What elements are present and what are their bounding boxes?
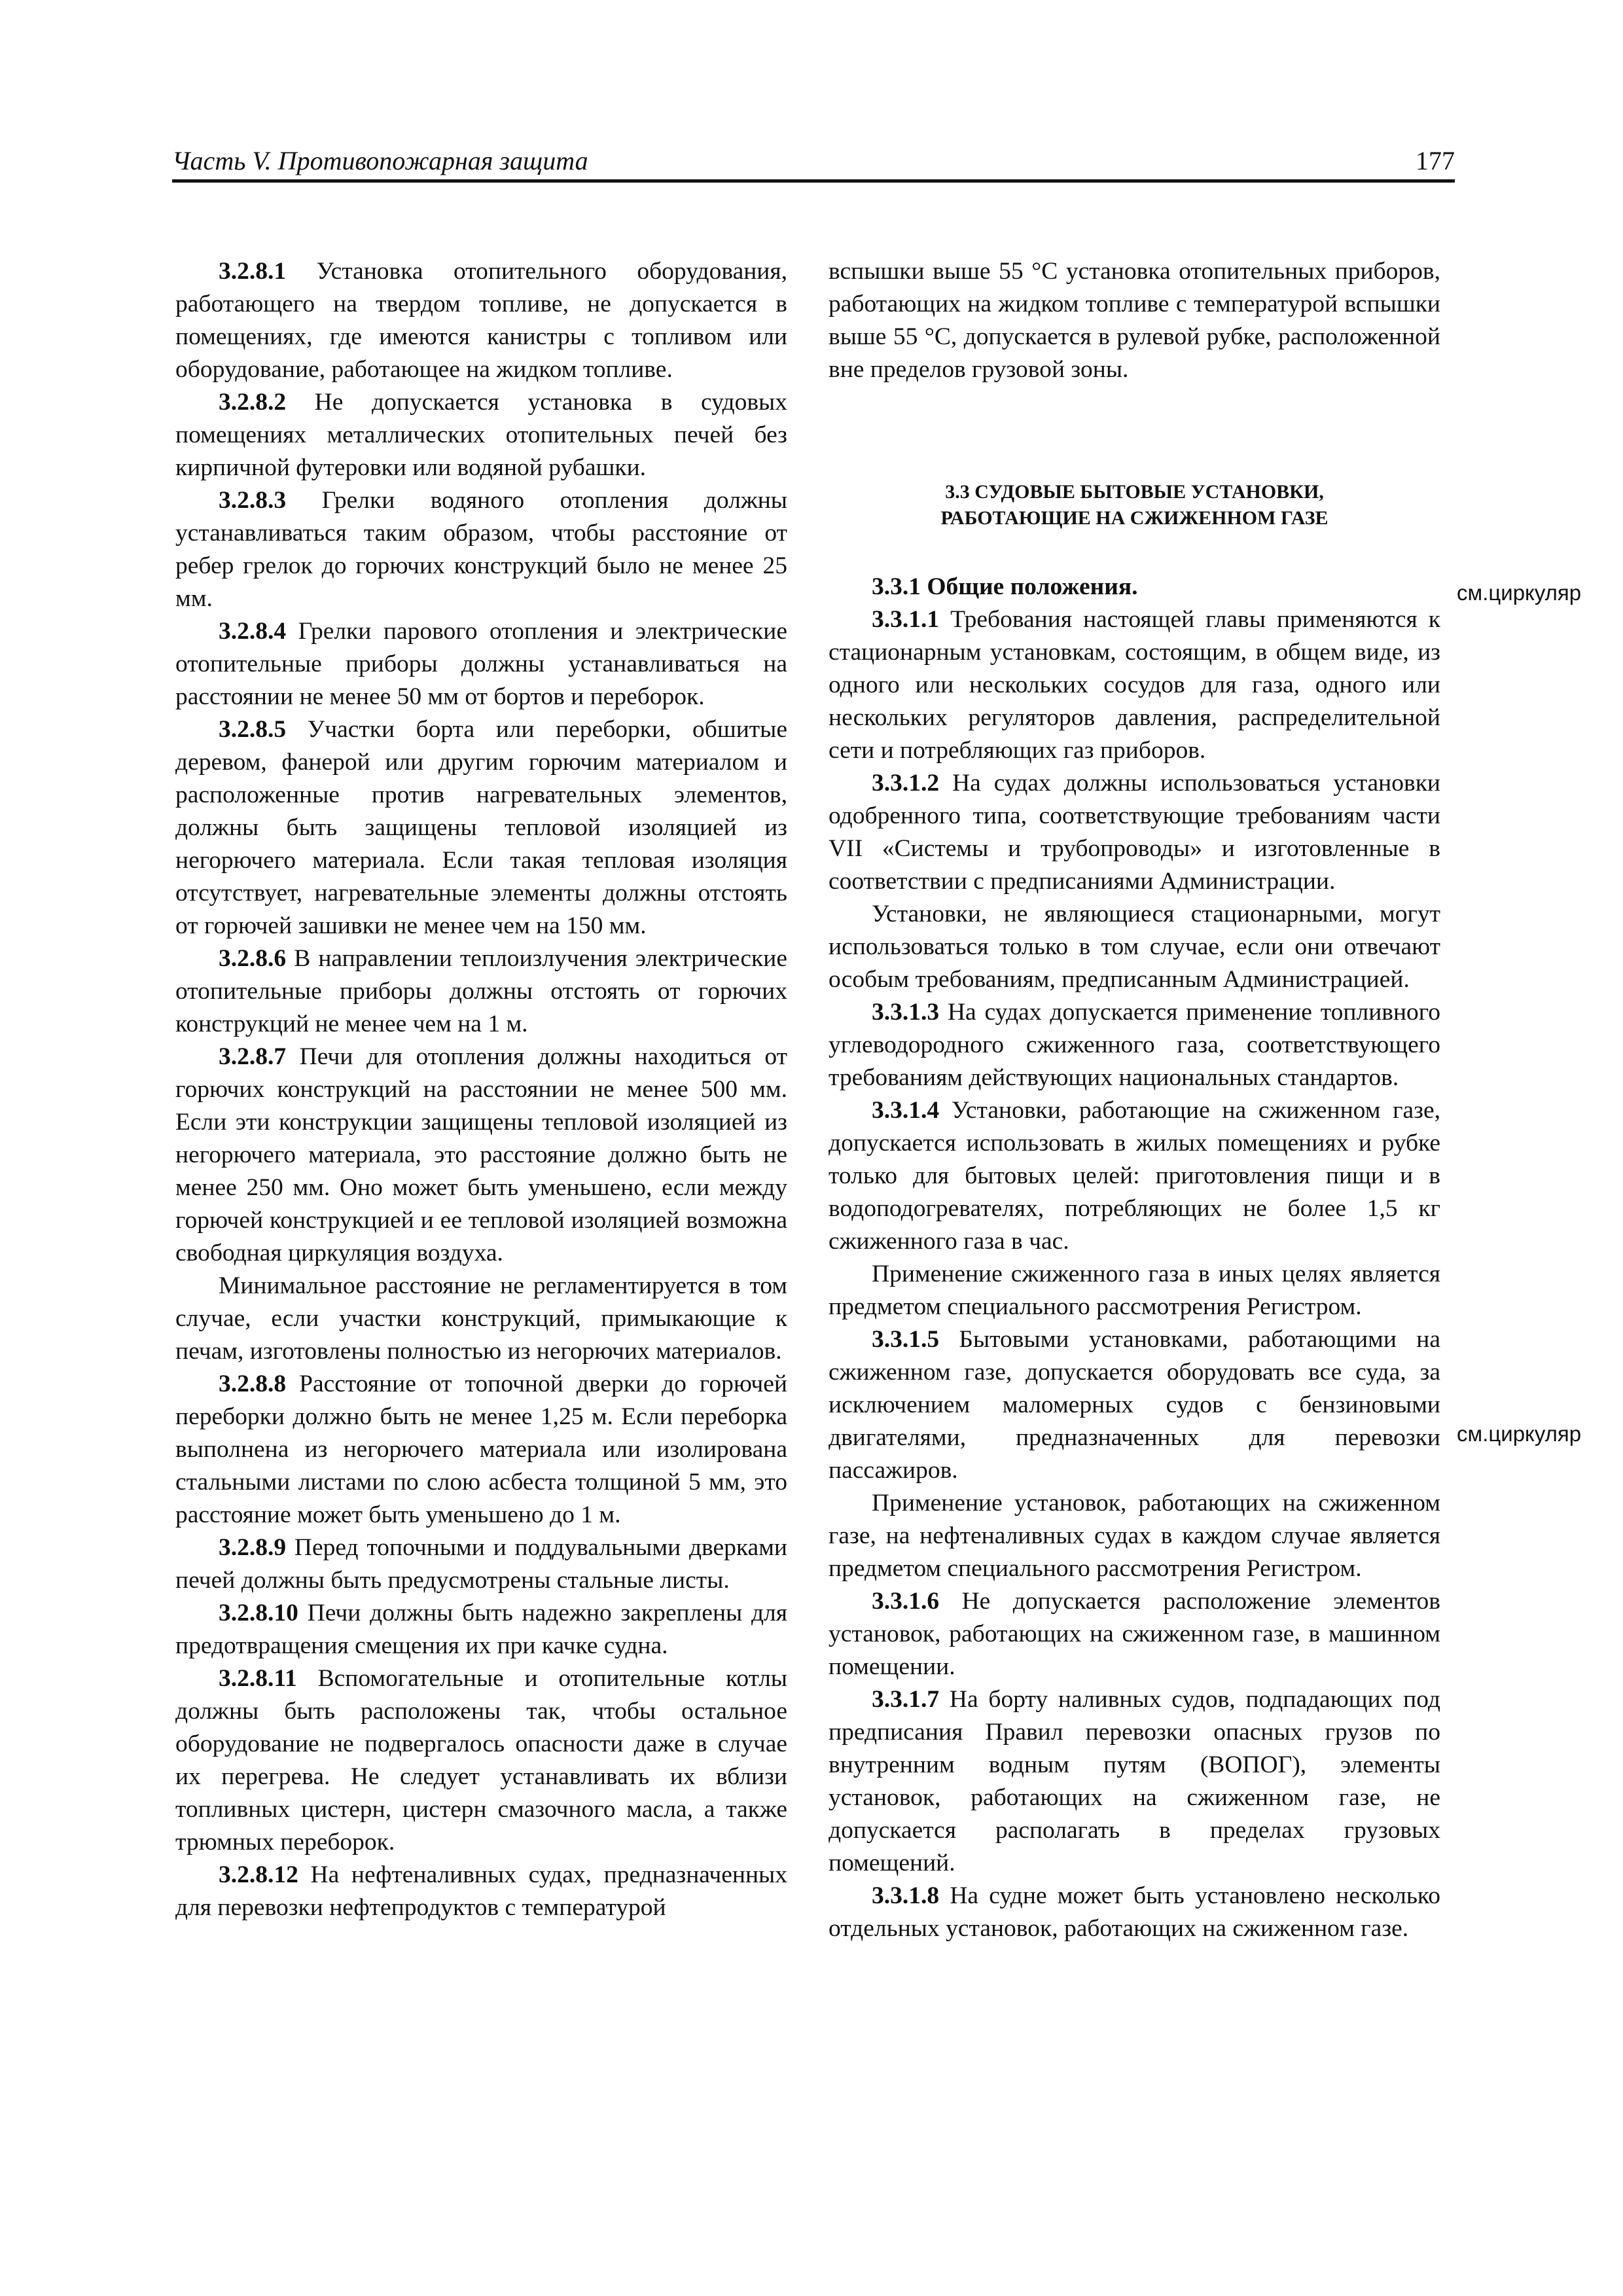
paragraph-3-3-1-1: 3.3.1.1 Требования настоящей главы применяются к стационарным установкам, состоящим, в общем виде, из одного или нескольких сосудов для газа, одного или нескольких регуляторов давления, распределительной сети и потребляющих газ приборов. <box>829 606 1440 764</box>
paragraph-3-3-1-7: 3.3.1.7 На борту наливных судов, подпадающих под предписания Правил перевозки опасных грузов по внутренним водным путям (ВОПОГ), элементы установок, работающих на сжиженном газе, не допускается располагать в пределах грузовых помещений. <box>829 1686 1440 1876</box>
paragraph-3-2-8-2: 3.2.8.2 Не допускается установка в судовых помещениях металлических отопительных печей без кирпичной футеровки или водяной рубашки. <box>175 389 787 481</box>
page-number: 177 <box>1416 146 1455 175</box>
paragraph-3-2-8-10: 3.2.8.10 Печи должны быть надежно закреплены для предотвращения смещения их при качке судна. <box>175 1600 787 1659</box>
subsection-heading: 3.3.1 Общие положения. <box>872 573 1138 600</box>
paragraph-3-2-8-7: 3.2.8.7 Печи для отопления должны находиться от горючих конструкций на расстоянии не менее 500 мм. Если эти конструкции защищены тепловой изоляцией из негорючего материала, это расстояние должно быть не менее 250 мм. Оно может быть уменьшено, если между горючей конструкцией и ее тепловой изоляцией возможна свободная циркуляция воздуха. <box>175 1043 787 1266</box>
paragraph-3-2-8-12-cont: вспышки выше 55 °С установка отопительных приборов, работающих на жидком топливе с температурой вспышки выше 55 °С, допускается в рулевой рубке, расположенной вне пределов грузовой зоны. <box>829 258 1440 383</box>
paragraph-3-2-8-12: 3.2.8.12 На нефтеналивных судах, предназначенных для перевозки нефтепродуктов с температурой <box>175 1861 787 1921</box>
page-header <box>172 143 1455 183</box>
paragraph-3-3-1-6: 3.3.1.6 Не допускается расположение элементов установок, работающих на сжиженном газе, в машинном помещении. <box>829 1588 1440 1680</box>
paragraph-3-3-1-2-cont: Установки, не являющиеся стационарными, могут использоваться только в том случае, если они отвечают особым требованиям, предписанным Администрацией. <box>829 901 1440 993</box>
paragraph-3-2-8-5: 3.2.8.5 Участки борта или переборки, обшитые деревом, фанерой или другим горючим материалом и расположенные против нагревательных элементов, должны быть защищены тепловой изоляцией из негорючего материала. Если такая тепловая изоляция отсутствует, нагревательные элементы должны отстоять от горючей зашивки не менее чем на 150 мм. <box>175 716 787 939</box>
paragraph-3-3-1-8: 3.3.1.8 На судне может быть установлено несколько отдельных установок, работающих на сжиженном газе. <box>829 1882 1440 1942</box>
paragraph-3-2-8-3: 3.2.8.3 Грелки водяного отопления должны устанавливаться таким образом, чтобы расстояние от ребер грелок до горючих конструкций было не менее 25 мм. <box>175 487 787 612</box>
running-title: Часть V. Противопожарная защита <box>172 146 588 175</box>
paragraph-3-2-8-4: 3.2.8.4 Грелки парового отопления и электрические отопительные приборы должны устанавливаться на расстоянии не менее 50 мм от бортов и переборок. <box>175 618 787 710</box>
paragraph-3-3-1-5: 3.3.1.5 Бытовыми установками, работающими на сжиженном газе, допускается оборудовать все суда, за исключением маломерных судов с бензиновыми двигателями, предназначенных для перевозки пассажиров. <box>829 1326 1440 1484</box>
paragraph-3-2-8-7-cont: Минимальное расстояние не регламентируется в том случае, если участки конструкций, примыкающие к печам, изготовлены полностью из негорючих материалов. <box>175 1272 787 1365</box>
paragraph-3-3-1-2: 3.3.1.2 На судах должны использоваться установки одобренного типа, соответствующие требованиям части VII «Системы и трубопроводы» и изготовленные в соответствии с предписаниями Администрации. <box>829 770 1440 895</box>
section-title-line-1: 3.3 СУДОВЫЕ БЫТОВЫЕ УСТАНОВКИ, <box>945 481 1324 503</box>
section-title-line-2: РАБОТАЮЩИЕ НА СЖИЖЕННОМ ГАЗЕ <box>940 507 1329 529</box>
left-column <box>175 255 787 1924</box>
paragraph-3-3-1-5-cont: Применение установок, работающих на сжиженном газе, на нефтеналивных судах в каждом случае является предметом специального рассмотрения Регистром. <box>829 1490 1440 1582</box>
right-column <box>829 255 1440 1945</box>
paragraph-3-2-8-6: 3.2.8.6 В направлении теплоизлучения электрические отопительные приборы должны отстоять от горючих конструкций не менее чем на 1 м. <box>175 945 787 1037</box>
paragraph-3-3-1-4: 3.3.1.4 Установки, работающие на сжиженном газе, допускается использовать в жилых помещениях и рубке только для бытовых целей: приготовления пищи и в водоподогревателях, потребляющих не более 1,5 кг сжиженного газа в час. <box>829 1097 1440 1255</box>
paragraph-3-2-8-9: 3.2.8.9 Перед топочными и поддувальными дверками печей должны быть предусмотрены стальные листы. <box>175 1534 787 1594</box>
margin-note-circular-1[interactable]: см.циркуляр <box>1457 581 1582 605</box>
margin-note-circular-2[interactable]: см.циркуляр <box>1457 1422 1582 1446</box>
paragraph-3-3-1-3: 3.3.1.3 На судах допускается применение топливного углеводородного сжиженного газа, соответствующего требованиям действующих национальных стандартов. <box>829 999 1440 1091</box>
paragraph-3-2-8-1: 3.2.8.1 Установка отопительного оборудования, работающего на твердом топливе, не допускается в помещениях, где имеются канистры с топливом или оборудование, работающее на жидком топливе. <box>175 258 787 383</box>
paragraph-3-3-1-4-cont: Применение сжиженного газа в иных целях является предметом специального рассмотрения Регистром. <box>829 1261 1440 1320</box>
paragraph-3-2-8-11: 3.2.8.11 Вспомогательные и отопительные котлы должны быть расположены так, чтобы остальное оборудование не подвергалось опасности даже в случае их перегрева. Не следует устанавливать их вблизи топливных цистерн, цистерн смазочного масла, а также трюмных переборок. <box>175 1665 787 1856</box>
section-title <box>829 479 1440 531</box>
paragraph-3-2-8-8: 3.2.8.8 Расстояние от топочной дверки до горючей переборки должно быть не менее 1,25 м. Если переборка выполнена из негорючего материала или изолирована стальными листами по слою асбеста толщиной 5 мм, это расстояние может быть уменьшено до 1 м. <box>175 1371 787 1528</box>
